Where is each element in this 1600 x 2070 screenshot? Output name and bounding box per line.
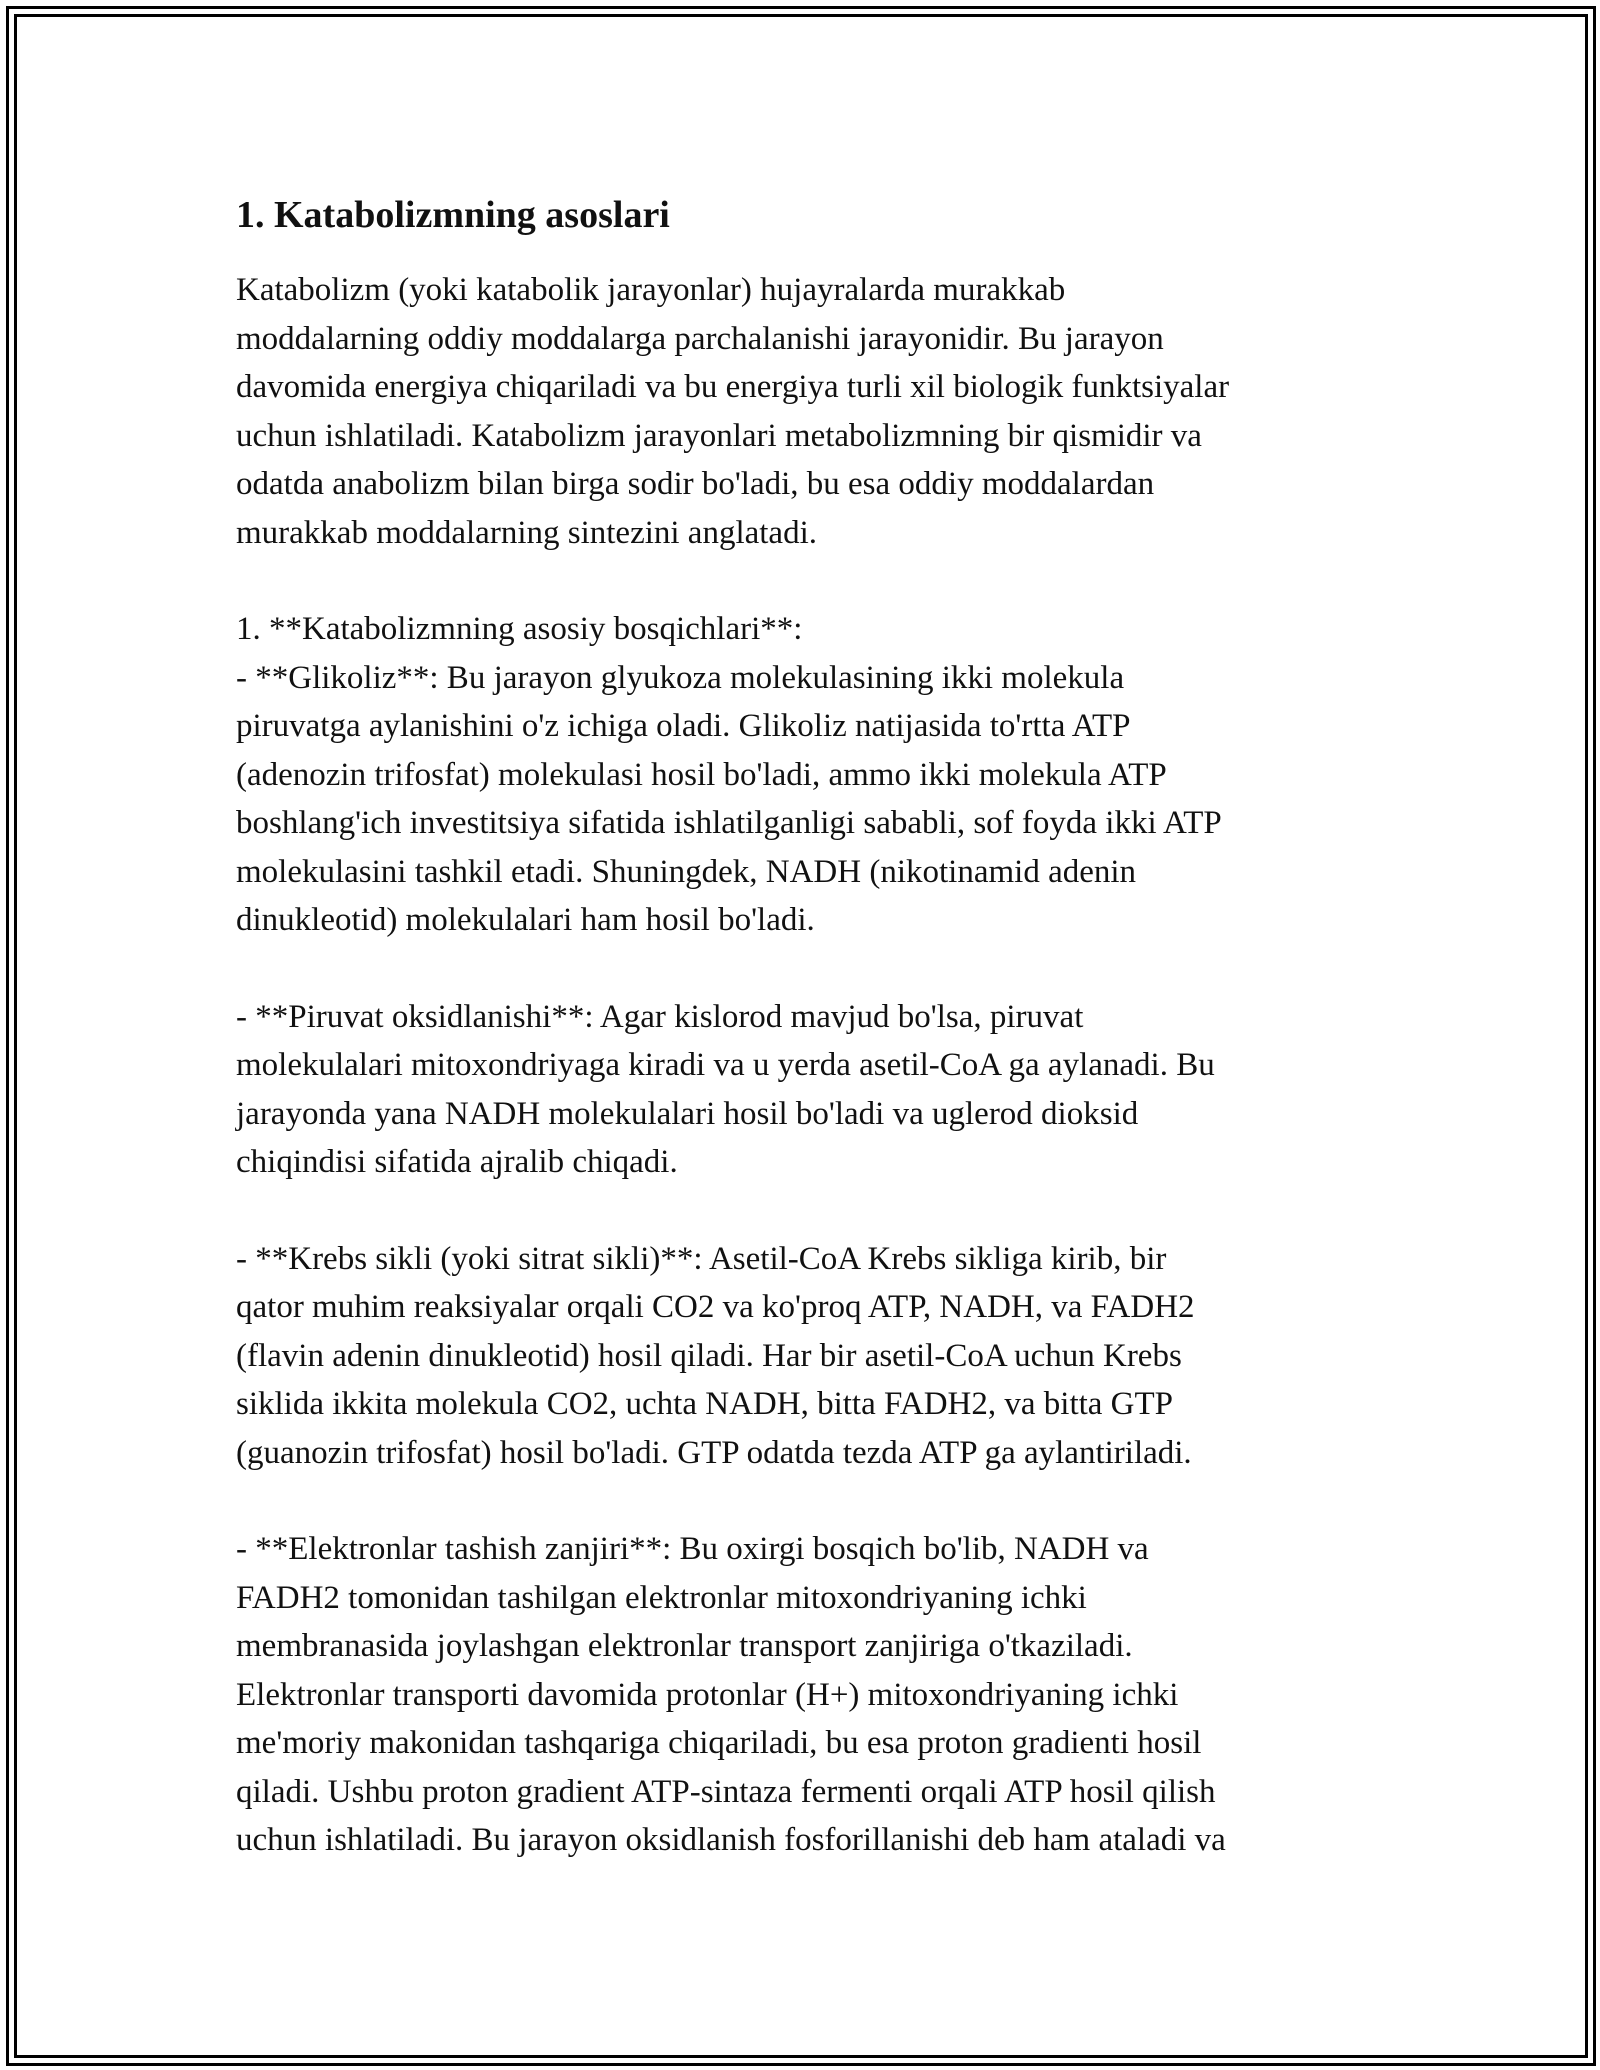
list-item-krebs: - **Krebs sikli (yoki sitrat sikli)**: Asetil-CoA Krebs sikliga kirib, bir qator muhim reaksiyalar orqali CO2 va ko'proq ATP, NADH, va FADH2 (flavin adenin dinukleotid) hosil qiladi. Har bir asetil-CoA uchun Krebs siklida ikkita molekula CO2, uchta NADH, bitta FADH2, va bitta GTP (guanozin trifosfat) hosil bo'ladi. GTP odatda tezda ATP ga aylantiriladi. [236,1240,1195,1471]
list-item-elektronlar: - **Elektronlar tashish zanjiri**: Bu oxirgi bosqich bo'lib, NADH va FADH2 tomonidan tashilgan elektronlar mitoxondriyaning ichki membranasida joylashgan elektronlar transport zanjiriga o'tkaziladi. Elektronlar transporti davomida protonlar (H+) mitoxondriyaning ichki me'moriy makonidan tashqariga chiqariladi, bu esa proton gradienti hosil qiladi. Ushbu proton gradient ATP-sintaza fermenti orqali ATP hosil qilish uchun ishlatiladi. Bu jarayon oksidlanish fosforillanishi deb ham ataladi va [236,1531,1226,1858]
intro-paragraph: Katabolizm (yoki katabolik jarayonlar) hujayralarda murakkab moddalarning oddiy moddalarga parchalanishi jarayonidir. Bu jarayon davomida energiya chiqariladi va bu energiya turli xil biologik funktsiyalar uchun ishlatiladi. Katabolizm jarayonlari metabolizmning bir qismidir va odatda anabolizm bilan birga sodir bo'ladi, bu esa oddiy moddalardan murakkab moddalarning sintezini anglatadi. [236,272,1230,551]
section-heading: 1. Katabolizmning asoslari [236,194,670,236]
document-body [236,180,1366,1865]
list-title: 1. **Katabolizmning asosiy bosqichlari**: [236,611,803,647]
list-item-piruvat: - **Piruvat oksidlanishi**: Agar kislorod mavjud bo'lsa, piruvat molekulalari mitoxondriyaga kiradi va u yerda asetil-CoA ga aylanadi. Bu jarayonda yana NADH molekulalari hosil bo'ladi va uglerod dioksid chiqindisi sifatida ajralib chiqadi. [236,998,1215,1180]
list-item-glikoliz: - **Glikoliz**: Bu jarayon glyukoza molekulasining ikki molekula piruvatga aylanishini o'z ichiga oladi. Glikoliz natijasida to'rtta ATP (adenozin trifosfat) molekulasi hosil bo'ladi, ammo ikki molekula ATP boshlang'ich investitsiya sifatida ishlatilganligi sababli, sof foyda ikki ATP molekulasini tashkil etadi. Shuningdek, NADH (nikotinamid adenin dinukleotid) molekulalari ham hosil bo'ladi. [236,659,1222,938]
